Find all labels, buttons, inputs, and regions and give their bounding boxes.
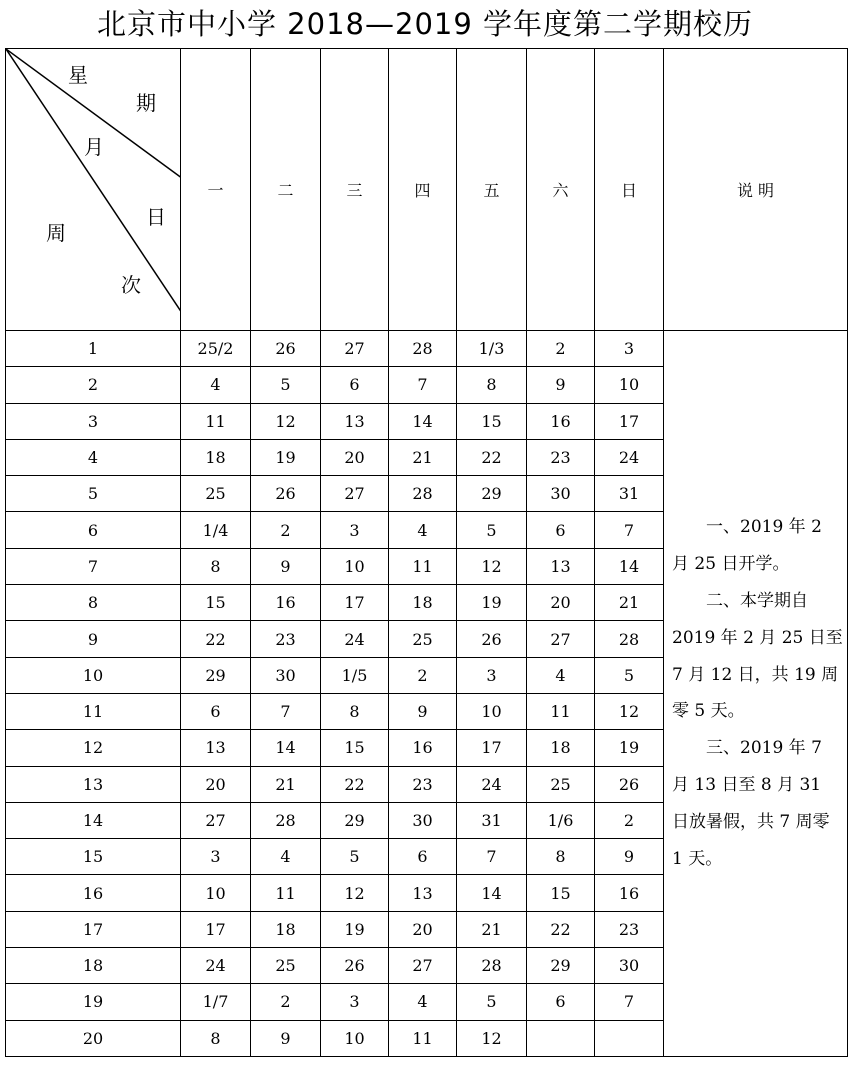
date-cell: 8 [527, 839, 595, 875]
date-cell: 20 [321, 439, 389, 475]
date-cell: 12 [251, 403, 321, 439]
date-cell: 11 [251, 875, 321, 911]
date-cell: 29 [181, 657, 251, 693]
date-cell: 16 [527, 403, 595, 439]
date-cell: 22 [457, 439, 527, 475]
date-cell: 12 [457, 1020, 527, 1056]
week-number-cell: 3 [6, 403, 181, 439]
diagonal-label-xing: 星 [68, 63, 88, 87]
date-cell: 13 [389, 875, 457, 911]
date-cell: 19 [457, 585, 527, 621]
date-cell: 26 [595, 766, 664, 802]
date-cell: 2 [251, 512, 321, 548]
date-cell: 22 [321, 766, 389, 802]
date-cell: 2 [389, 657, 457, 693]
date-cell: 31 [595, 476, 664, 512]
date-cell: 13 [527, 548, 595, 584]
date-cell: 6 [527, 512, 595, 548]
date-cell: 28 [457, 948, 527, 984]
date-cell: 14 [595, 548, 664, 584]
date-cell: 21 [251, 766, 321, 802]
date-cell: 7 [251, 693, 321, 729]
weekday-header-sat: 六 [527, 49, 595, 331]
page-title: 北京市中小学 2018—2019 学年度第二学期校历 [96, 7, 754, 41]
date-cell: 6 [181, 693, 251, 729]
week-number-cell: 12 [6, 730, 181, 766]
date-cell: 5 [595, 657, 664, 693]
date-cell: 18 [527, 730, 595, 766]
date-cell: 12 [595, 693, 664, 729]
week-number-cell: 20 [6, 1020, 181, 1056]
date-cell: 23 [595, 911, 664, 947]
date-cell: 15 [181, 585, 251, 621]
week-number-cell: 10 [6, 657, 181, 693]
date-cell: 24 [321, 621, 389, 657]
date-cell: 22 [527, 911, 595, 947]
date-cell: 5 [457, 512, 527, 548]
date-cell: 8 [457, 367, 527, 403]
date-cell: 26 [251, 331, 321, 367]
date-cell: 11 [181, 403, 251, 439]
date-cell: 24 [595, 439, 664, 475]
notes-header: 说 明 [664, 49, 848, 331]
calendar-body [6, 49, 848, 1057]
date-cell: 7 [595, 984, 664, 1020]
date-cell: 10 [321, 1020, 389, 1056]
date-cell: 17 [457, 730, 527, 766]
date-cell: 1/7 [181, 984, 251, 1020]
weekday-header-fri: 五 [457, 49, 527, 331]
date-cell: 3 [457, 657, 527, 693]
date-cell: 4 [181, 367, 251, 403]
date-cell: 4 [389, 512, 457, 548]
date-cell: 30 [595, 948, 664, 984]
week-number-cell: 14 [6, 802, 181, 838]
date-cell: 20 [389, 911, 457, 947]
table-row [6, 331, 848, 367]
date-cell: 14 [457, 875, 527, 911]
date-cell: 4 [527, 657, 595, 693]
date-cell: 10 [457, 693, 527, 729]
date-cell: 18 [251, 911, 321, 947]
week-number-cell: 18 [6, 948, 181, 984]
date-cell: 17 [181, 911, 251, 947]
note-paragraph: 二、本学期自 2019 年 2 月 25 日至 7 月 12 日，共 19 周零 5 天。 [672, 591, 843, 722]
date-cell: 25 [251, 948, 321, 984]
date-cell: 30 [389, 802, 457, 838]
date-cell: 15 [527, 875, 595, 911]
date-cell: 5 [321, 839, 389, 875]
date-cell: 19 [251, 439, 321, 475]
date-cell: 19 [595, 730, 664, 766]
date-cell: 16 [389, 730, 457, 766]
date-cell: 26 [251, 476, 321, 512]
date-cell: 19 [321, 911, 389, 947]
diagonal-label-zhou: 周 [46, 221, 66, 245]
date-cell [527, 1020, 595, 1056]
date-cell: 29 [321, 802, 389, 838]
date-cell: 26 [321, 948, 389, 984]
date-cell [595, 1020, 664, 1056]
date-cell: 10 [595, 367, 664, 403]
date-cell: 3 [181, 839, 251, 875]
week-number-cell: 4 [6, 439, 181, 475]
date-cell: 23 [389, 766, 457, 802]
date-cell: 24 [181, 948, 251, 984]
weekday-header-sun: 日 [595, 49, 664, 331]
week-number-cell: 1 [6, 331, 181, 367]
date-cell: 28 [389, 476, 457, 512]
date-cell: 5 [457, 984, 527, 1020]
date-cell: 2 [251, 984, 321, 1020]
date-cell: 7 [389, 367, 457, 403]
date-cell: 13 [181, 730, 251, 766]
date-cell: 8 [321, 693, 389, 729]
date-cell: 23 [527, 439, 595, 475]
date-cell: 22 [181, 621, 251, 657]
date-cell: 27 [321, 476, 389, 512]
date-cell: 16 [251, 585, 321, 621]
weekday-header-mon: 一 [181, 49, 251, 331]
date-cell: 27 [181, 802, 251, 838]
date-cell: 15 [457, 403, 527, 439]
date-cell: 18 [389, 585, 457, 621]
date-cell: 28 [251, 802, 321, 838]
week-number-cell: 7 [6, 548, 181, 584]
date-cell: 14 [251, 730, 321, 766]
date-cell: 28 [389, 331, 457, 367]
date-cell: 2 [595, 802, 664, 838]
date-cell: 9 [251, 548, 321, 584]
week-number-cell: 13 [6, 766, 181, 802]
date-cell: 28 [595, 621, 664, 657]
week-number-cell: 15 [6, 839, 181, 875]
date-cell: 17 [321, 585, 389, 621]
date-cell: 1/3 [457, 331, 527, 367]
date-cell: 30 [251, 657, 321, 693]
week-number-cell: 2 [6, 367, 181, 403]
date-cell: 9 [251, 1020, 321, 1056]
date-cell: 16 [595, 875, 664, 911]
date-cell: 26 [457, 621, 527, 657]
date-cell: 6 [321, 367, 389, 403]
date-cell: 25/2 [181, 331, 251, 367]
week-number-cell: 5 [6, 476, 181, 512]
date-cell: 20 [181, 766, 251, 802]
date-cell: 1/4 [181, 512, 251, 548]
date-cell: 6 [527, 984, 595, 1020]
week-number-cell: 9 [6, 621, 181, 657]
date-cell: 21 [595, 585, 664, 621]
date-cell: 3 [321, 984, 389, 1020]
date-cell: 27 [389, 948, 457, 984]
date-cell: 7 [595, 512, 664, 548]
diagonal-label-yue: 月 [84, 135, 104, 159]
date-cell: 10 [321, 548, 389, 584]
date-cell: 11 [389, 1020, 457, 1056]
date-cell: 27 [527, 621, 595, 657]
date-cell: 2 [527, 331, 595, 367]
school-calendar-table [5, 48, 848, 1057]
date-cell: 21 [389, 439, 457, 475]
date-cell: 9 [389, 693, 457, 729]
date-cell: 18 [181, 439, 251, 475]
date-cell: 25 [181, 476, 251, 512]
header-row [6, 49, 848, 331]
date-cell: 15 [321, 730, 389, 766]
date-cell: 8 [181, 1020, 251, 1056]
date-cell: 29 [527, 948, 595, 984]
date-cell: 20 [527, 585, 595, 621]
date-cell: 13 [321, 403, 389, 439]
date-cell: 31 [457, 802, 527, 838]
diagonal-label-qi: 期 [136, 91, 156, 115]
date-cell: 12 [457, 548, 527, 584]
diagonal-label-ri: 日 [146, 205, 166, 229]
date-cell: 21 [457, 911, 527, 947]
date-cell: 12 [321, 875, 389, 911]
date-cell: 25 [389, 621, 457, 657]
weekday-header-wed: 三 [321, 49, 389, 331]
date-cell: 23 [251, 621, 321, 657]
date-cell: 11 [527, 693, 595, 729]
date-cell: 3 [595, 331, 664, 367]
date-cell: 3 [321, 512, 389, 548]
diagonal-label-ci: 次 [121, 273, 141, 297]
date-cell: 7 [457, 839, 527, 875]
date-cell: 4 [389, 984, 457, 1020]
date-cell: 11 [389, 548, 457, 584]
date-cell: 30 [527, 476, 595, 512]
date-cell: 27 [321, 331, 389, 367]
date-cell: 14 [389, 403, 457, 439]
date-cell: 1/6 [527, 802, 595, 838]
weekday-header-thu: 四 [389, 49, 457, 331]
week-number-cell: 17 [6, 911, 181, 947]
date-cell: 5 [251, 367, 321, 403]
week-number-cell: 11 [6, 693, 181, 729]
note-paragraph: 一、2019 年 2 月 25 日开学。 [672, 517, 822, 575]
note-paragraph: 三、2019 年 7 月 13 日至 8 月 31 日放暑假，共 7 周零 1 天。 [672, 738, 830, 869]
date-cell: 9 [527, 367, 595, 403]
date-cell: 8 [181, 548, 251, 584]
date-cell: 24 [457, 766, 527, 802]
week-number-cell: 6 [6, 512, 181, 548]
week-number-cell: 8 [6, 585, 181, 621]
date-cell: 6 [389, 839, 457, 875]
week-number-cell: 16 [6, 875, 181, 911]
date-cell: 10 [181, 875, 251, 911]
week-number-cell: 19 [6, 984, 181, 1020]
date-cell: 29 [457, 476, 527, 512]
diagonal-header-cell [6, 49, 181, 331]
weekday-header-tue: 二 [251, 49, 321, 331]
date-cell: 17 [595, 403, 664, 439]
notes-cell [664, 331, 848, 1057]
date-cell: 4 [251, 839, 321, 875]
date-cell: 1/5 [321, 657, 389, 693]
date-cell: 9 [595, 839, 664, 875]
date-cell: 25 [527, 766, 595, 802]
